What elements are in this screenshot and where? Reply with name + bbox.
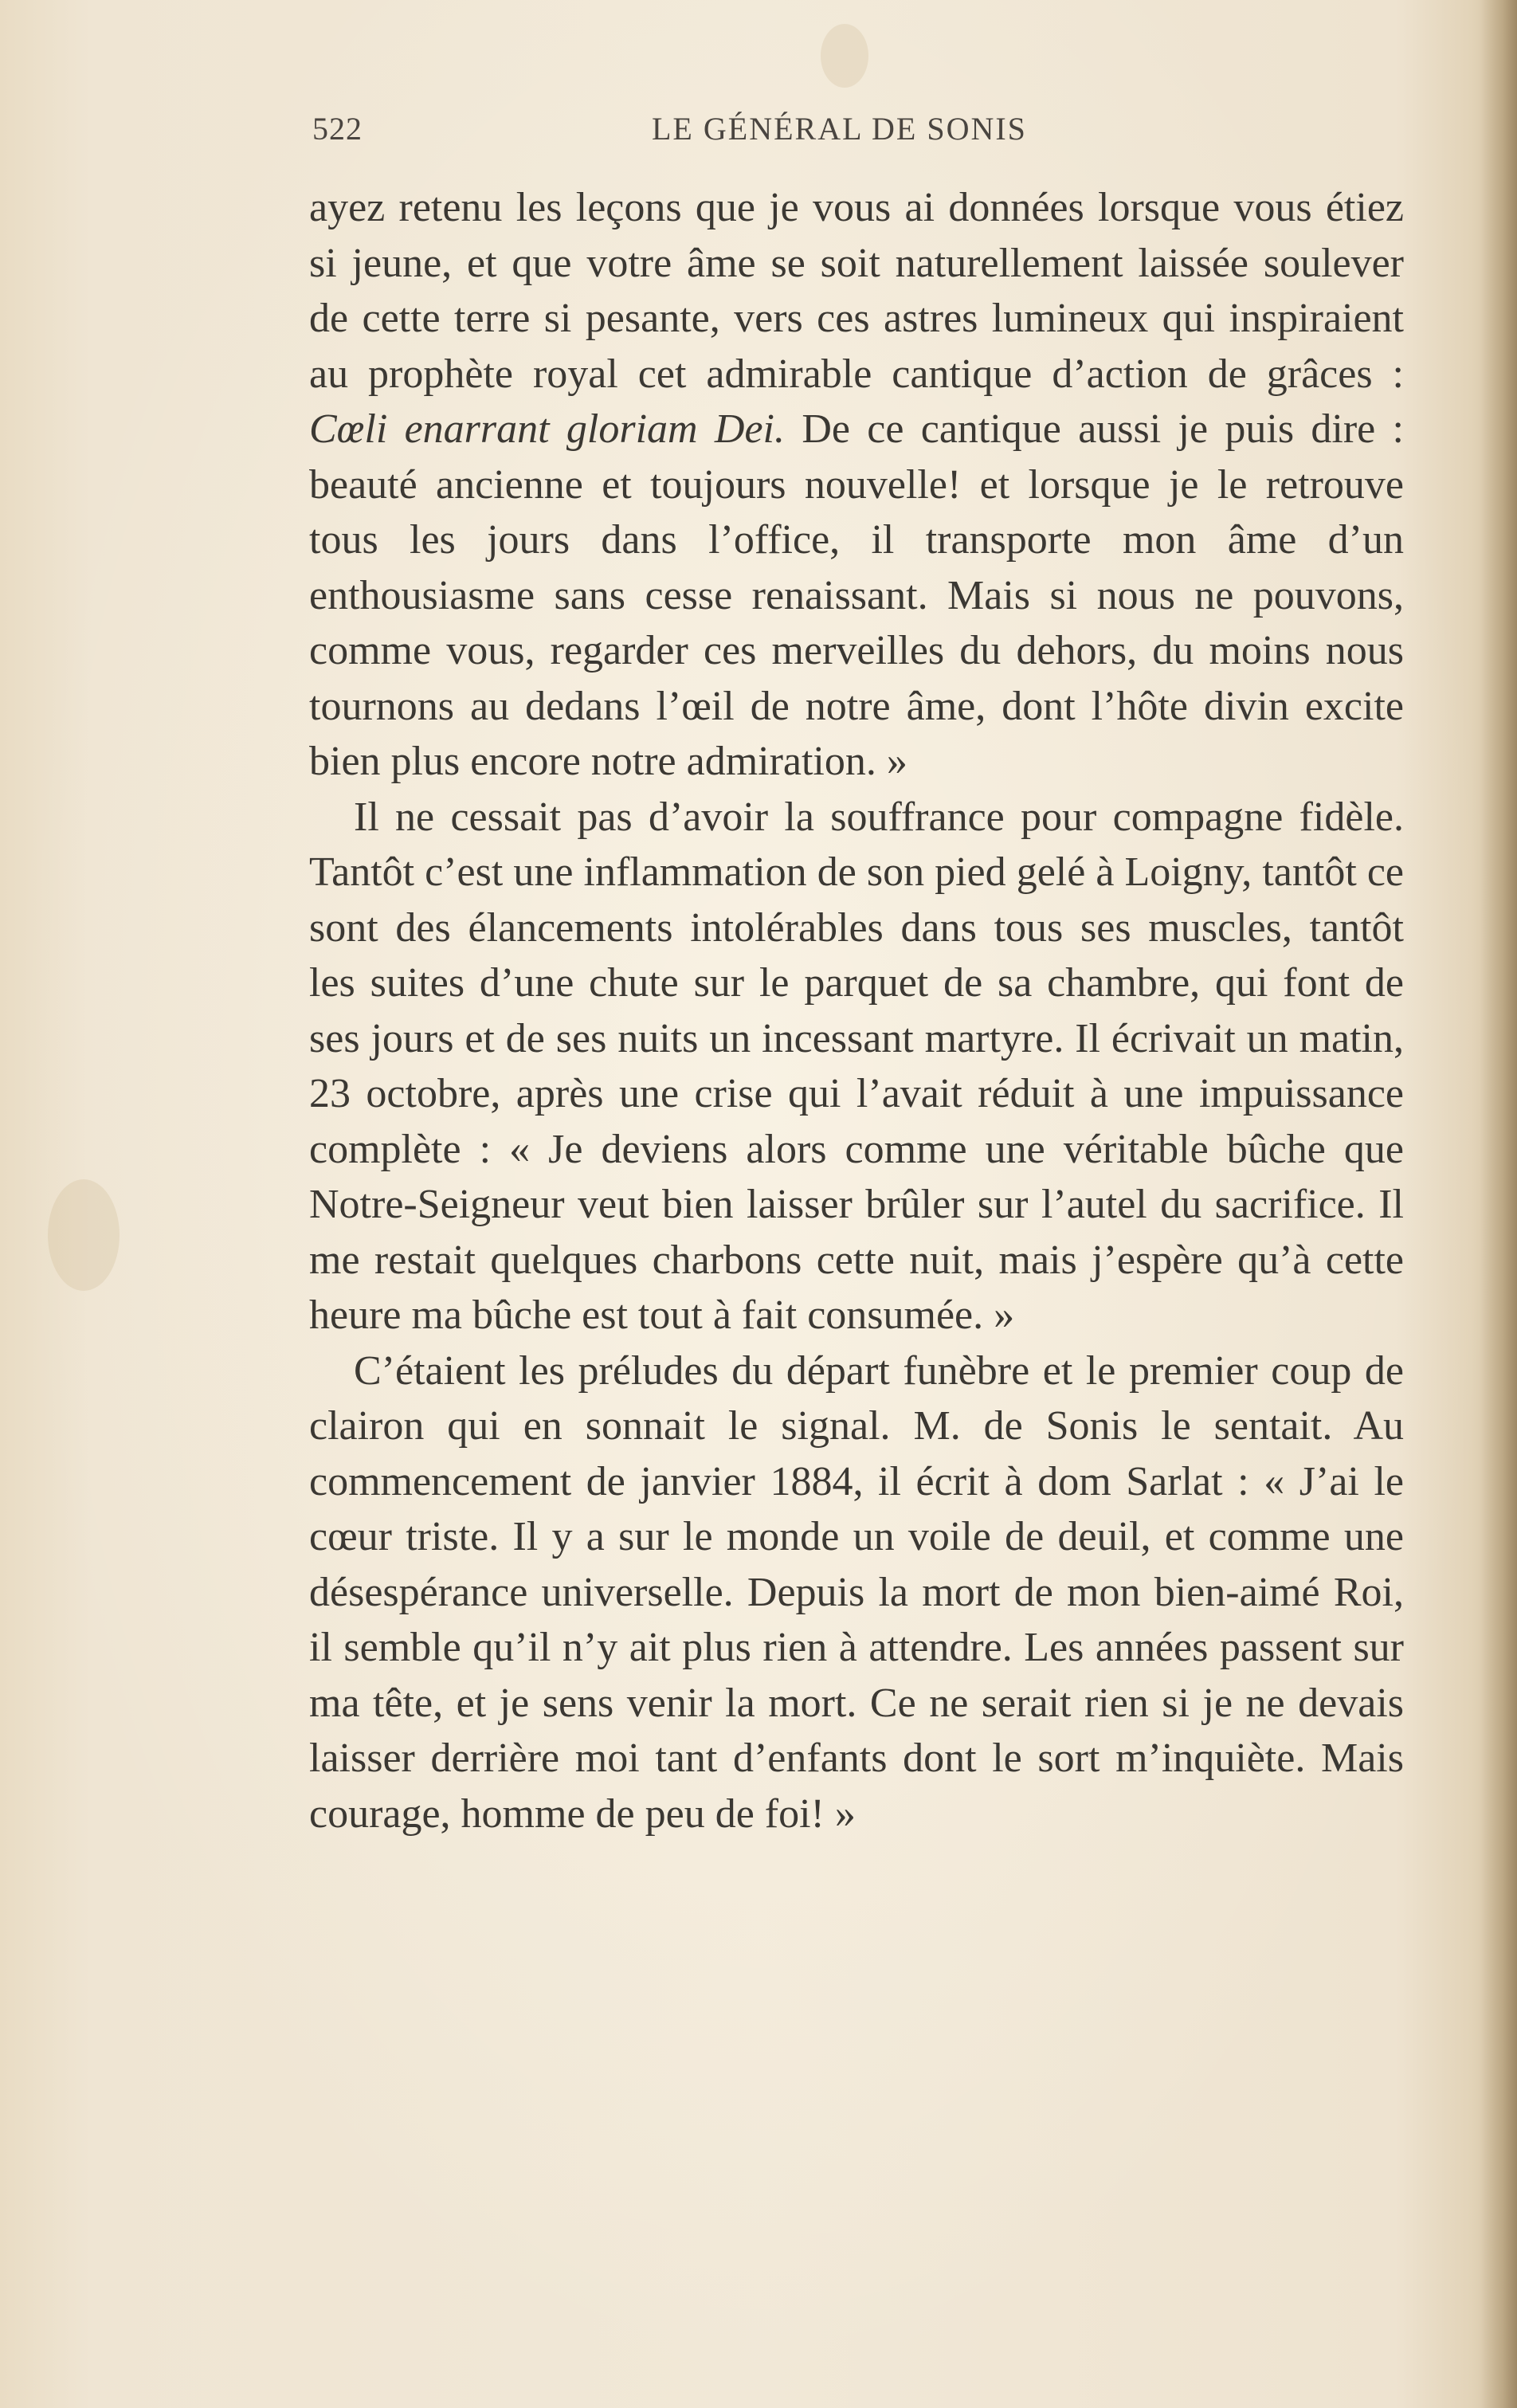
paragraph-text: De ce cantique aussi je puis dire : beauté ancienne et toujours nouvelle! et lorsque je le retrouve tous les jours dans l’office, il transporte mon âme d’un enthousiasme sans cesse renaissant. Mais si nous ne pouvons, comme vous, regarder ces merveilles du dehors, du moins nous tournons au dedans l’œil de notre âme, dont l’hôte divin excite bien plus encore notre admiration. » (309, 406, 1404, 784)
page-edge-shadow (1480, 0, 1517, 2408)
page-number: 522 (312, 111, 363, 147)
paragraph: C’étaient les préludes du départ funèbre et le premier coup de clairon qui en sonnait le signal. M. de Sonis le sentait. Au commencement de janvier 1884, il écrit à dom Sarlat : « J’ai le cœur triste. Il y a sur le monde un voile de deuil, et comme une désespérance universelle. Depuis la mort de mon bien-aimé Roi, il semble qu’il n’y ait plus rien à attendre. Les années passent sur ma tête, et je sens venir la mort. Ce ne serait rien si je ne devais laisser derrière moi tant d’enfants dont le sort m’inquiète. Mais courage, homme de peu de foi! » (309, 1347, 1404, 1837)
paper-stain (48, 1179, 120, 1291)
paragraph-text: ayez retenu les leçons que je vous ai données lorsque vous étiez si jeune, et que votre âme se soit naturellement laissée soulever de cette terre si pesante, vers ces astres lumineux qui inspiraient au prophète royal cet admirable cantique d’action de grâces : (309, 185, 1404, 397)
paragraph-continued (309, 180, 1404, 790)
running-header (312, 110, 1402, 158)
latin-quote: Cœli enarrant gloriam Dei. (309, 406, 785, 452)
paragraph: Il ne cessait pas d’avoir la souffrance pour compagne fidèle. Tantôt c’est une inflammation de son pied gelé à Loigny, tantôt ce sont des élancements intolérables dans tous ses muscles, tantôt les suites d’une chute sur le parquet de sa chambre, qui font de ses jours et de ses nuits un incessant martyre. Il écrivait un matin, 23 octobre, après une crise qui l’avait réduit à une impuissance complète : « Je deviens alors comme une véritable bûche que Notre-Seigneur veut bien laisser brûler sur l’autel du sacrifice. Il me restait quelques charbons cette nuit, mais j’espère qu’à cette heure ma bûche est tout à fait consumée. » (309, 794, 1404, 1338)
running-title: LE GÉNÉRAL DE SONIS (652, 111, 1027, 147)
body-text (309, 180, 1404, 1841)
paper-stain (821, 24, 868, 88)
